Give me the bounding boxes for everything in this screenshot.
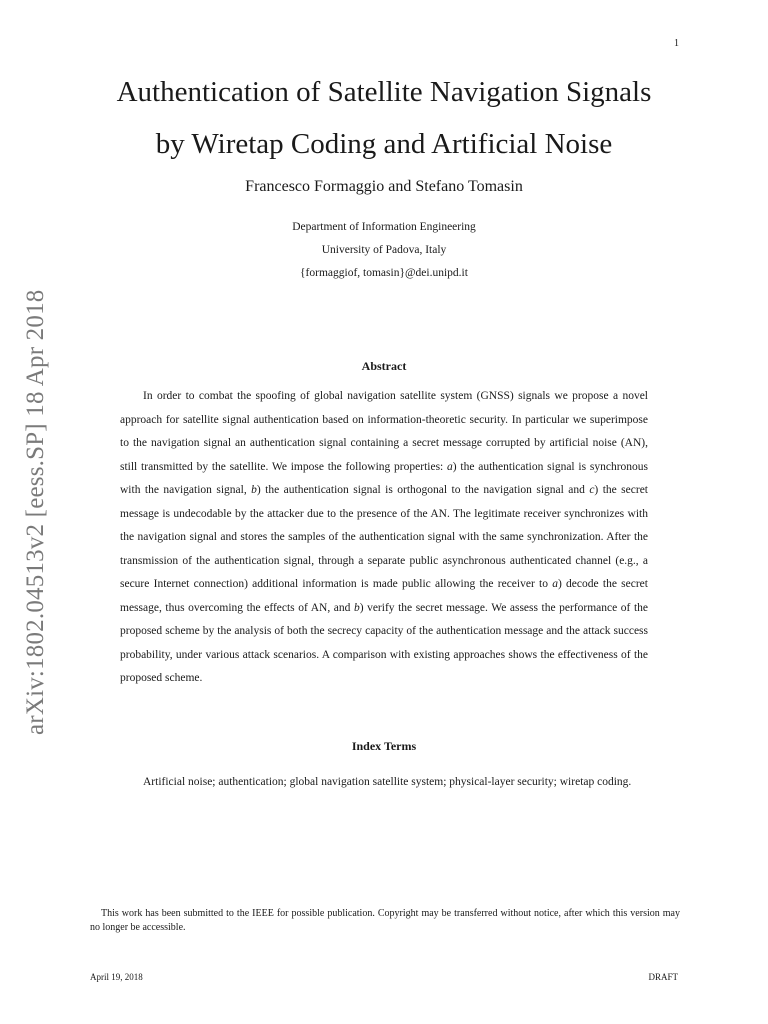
arxiv-identifier-stamp: arXiv:1802.04513v2 [eess.SP] 18 Apr 2018: [22, 289, 49, 735]
abstract-text-segment: ) the authentication signal is orthogonal to the navigation signal and: [256, 484, 590, 496]
paper-title-line-2: by Wiretap Coding and Artificial Noise: [155, 128, 613, 160]
author-list: Francesco Formaggio and Stefano Tomasin: [245, 178, 523, 195]
abstract-text-segment: In order to combat the spoofing of global navigation satellite system (GNSS) signals we propose a novel approach for satellite signal authentication based on information-theoretic security. In particular we superimpose to the navigation signal an authentication signal containing a secret message corrupted by artificial noise (AN), still transmitted by the satellite. We impose the following properties:: [120, 390, 648, 473]
abstract-heading: Abstract: [361, 359, 407, 373]
abstract-text-segment: ) the secret message is undecodable by the attacker due to the presence of the AN. The legitimate receiver synchronizes with the navigation signal and stores the samples of the authentication signal with the same synchronization. After the transmission of the authentication signal, through a separate public asynchronous authenticated channel (e.g., a secure Internet connection) additional information is made public allowing the receiver to: [120, 484, 648, 590]
abstract-enum-marker: a: [447, 460, 453, 473]
index-terms-heading: Index Terms: [351, 739, 417, 753]
abstract-body: [120, 385, 648, 691]
page-number: 1: [674, 38, 679, 49]
abstract-enum-marker: b: [353, 601, 360, 614]
affiliation-email: {formaggiof, tomasin}@dei.unipd.it: [300, 267, 468, 279]
abstract-text-segment: ) verify the secret message. We assess the performance of the proposed scheme by the analysis of both the secrecy capacity of the authentication message and the attack success probability, under various attack scenarios. A comparison with existing approaches shows the effectiveness of the proposed scheme.: [120, 601, 648, 684]
index-terms-body: Artificial noise; authentication; global navigation satellite system; physical-layer security; wiretap coding.: [143, 776, 632, 788]
abstract-enum-marker: a: [552, 578, 558, 590]
abstract-enum-marker: b: [251, 484, 257, 496]
affiliation-university: University of Padova, Italy: [321, 244, 447, 256]
copyright-footnote: This work has been submitted to the IEEE for possible publication. Copyright may be transferred without notice, after which this version may no longer be accessible.: [90, 908, 680, 933]
affiliation-department: Department of Information Engineering: [292, 221, 476, 233]
footer-draft-label: DRAFT: [648, 972, 678, 982]
footer-date: April 19, 2018: [90, 972, 143, 982]
paper-title-line-1: Authentication of Satellite Navigation Signals: [116, 76, 652, 108]
abstract-enum-marker: c: [589, 484, 595, 496]
abstract-text-segment: ) the authentication signal is synchronous with the navigation signal,: [120, 460, 648, 496]
abstract-text-segment: ) decode the secret message, thus overcoming the effects of AN, and: [120, 578, 648, 614]
